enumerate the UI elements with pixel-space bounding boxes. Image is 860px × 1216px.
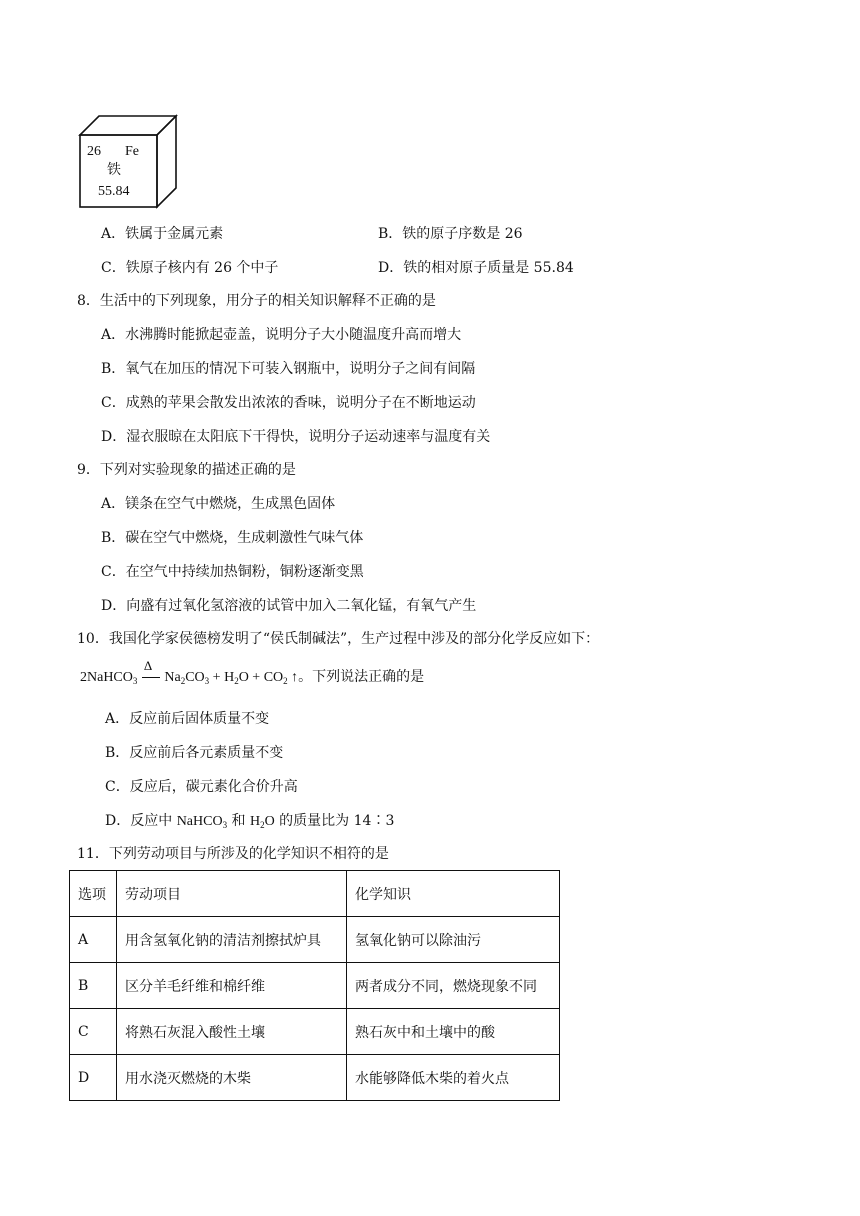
q9-option-b: B．碳在空气中燃烧，生成刺激性气味气体 [101, 530, 364, 546]
q9-option-a: A．镁条在空气中燃烧，生成黑色固体 [101, 496, 336, 512]
q10-question: 。下列说法正确的是 [298, 669, 425, 685]
q8-option-b: B．氧气在加压的情况下可装入钢瓶中，说明分子之间有间隔 [101, 361, 476, 377]
table-cell: 氢氧化钠可以除油污 [347, 917, 560, 963]
option-d-suffix: 的质量比为 14∶3 [274, 813, 395, 829]
q10-option-a: A．反应前后固体质量不变 [105, 711, 270, 727]
table-cell: 用水浇灭燃烧的木柴 [117, 1055, 347, 1101]
q9-option-d: D．向盛有过氧化氢溶液的试管中加入二氧化锰，有氧气产生 [101, 598, 477, 614]
equation-subscript: 2 [234, 676, 239, 686]
equation-product-1: Na [164, 670, 181, 685]
q8-option-a: A．水沸腾时能掀起壶盖，说明分子大小随温度升高而增大 [101, 327, 462, 343]
q9-stem: 9．下列对实验现象的描述正确的是 [77, 462, 296, 478]
equation-subscript: 3 [204, 676, 210, 686]
q7-option-d: D．铁的相对原子质量是 55.84 [378, 260, 574, 276]
table-row [70, 917, 560, 963]
q11-stem: 11．下列劳动项目与所涉及的化学知识不相符的是 [77, 846, 389, 862]
equation-subscript: 3 [132, 676, 138, 686]
formula-subscript: 2 [260, 820, 265, 830]
table-cell: 将熟石灰混入酸性土壤 [117, 1009, 347, 1055]
labor-chemistry-table [69, 870, 560, 1101]
header-chemistry-knowledge: 化学知识 [347, 871, 560, 917]
table-cell: B [70, 963, 117, 1009]
table-cell: A [70, 917, 117, 963]
formula-h2o-rest: O [264, 814, 275, 829]
option-d-prefix: D．反应中 [105, 813, 177, 829]
header-labor-item: 劳动项目 [117, 871, 347, 917]
equation-product-1-rest: CO [185, 670, 205, 685]
q10-equation [80, 658, 425, 690]
equals-line [142, 677, 160, 678]
table-cell: D [70, 1055, 117, 1101]
q8-stem: 8．生活中的下列现象，用分子的相关知识解释不正确的是 [77, 293, 436, 309]
table-cell: 用含氢氧化钠的清洁剂擦拭炉具 [117, 917, 347, 963]
table-header-row [70, 871, 560, 917]
q7-option-b: B．铁的原子序数是 26 [378, 226, 523, 242]
table-row [70, 963, 560, 1009]
q9-option-c: C．在空气中持续加热铜粉，铜粉逐渐变黑 [101, 564, 364, 580]
equation-subscript: 2 [283, 676, 288, 686]
table-cell: 两者成分不同，燃烧现象不同 [347, 963, 560, 1009]
q10-option-c: C．反应后，碳元素化合价升高 [105, 779, 298, 795]
table-cell: 区分羊毛纤维和棉纤维 [117, 963, 347, 1009]
formula-subscript: 3 [222, 820, 228, 830]
formula-h2o: H [249, 814, 261, 829]
q7-option-c: C．铁原子核内有 26 个中子 [101, 260, 279, 276]
formula-nahco3: NaHCO [176, 814, 223, 829]
gas-arrow: ↑ [287, 670, 299, 685]
delta-symbol: Δ [143, 658, 153, 673]
q8-option-d: D．湿衣服晾在太阳底下干得快，说明分子运动速率与温度有关 [101, 429, 491, 445]
iron-element-cube [78, 114, 178, 209]
q7-option-a: A．铁属于金属元素 [101, 226, 224, 242]
q10-option-d [105, 812, 394, 834]
table-row [70, 1009, 560, 1055]
atomic-mass: 55.84 [98, 184, 130, 199]
equation-reactant: 2NaHCO [80, 670, 133, 685]
q8-option-c: C．成熟的苹果会散发出浓浓的香味，说明分子在不断地运动 [101, 395, 476, 411]
option-d-mid: 和 [227, 813, 250, 829]
equation-product-2: + H [209, 670, 235, 685]
q10-option-b: B．反应前后各元素质量不变 [105, 745, 284, 761]
element-name: 铁 [107, 163, 121, 178]
heat-condition [141, 658, 161, 687]
table-cell: 熟石灰中和土壤中的酸 [347, 1009, 560, 1055]
equation-subscript: 2 [180, 676, 186, 686]
equation-product-3: O + CO [238, 670, 284, 685]
element-symbol: Fe [125, 144, 139, 159]
table-row [70, 1055, 560, 1101]
atomic-number: 26 [87, 144, 101, 159]
header-option: 选项 [70, 871, 117, 917]
q10-stem: 10．我国化学家侯德榜发明了“侯氏制碱法”，生产过程中涉及的部分化学反应如下： [77, 631, 600, 647]
table-cell: 水能够降低木柴的着火点 [347, 1055, 560, 1101]
table-cell: C [70, 1009, 117, 1055]
